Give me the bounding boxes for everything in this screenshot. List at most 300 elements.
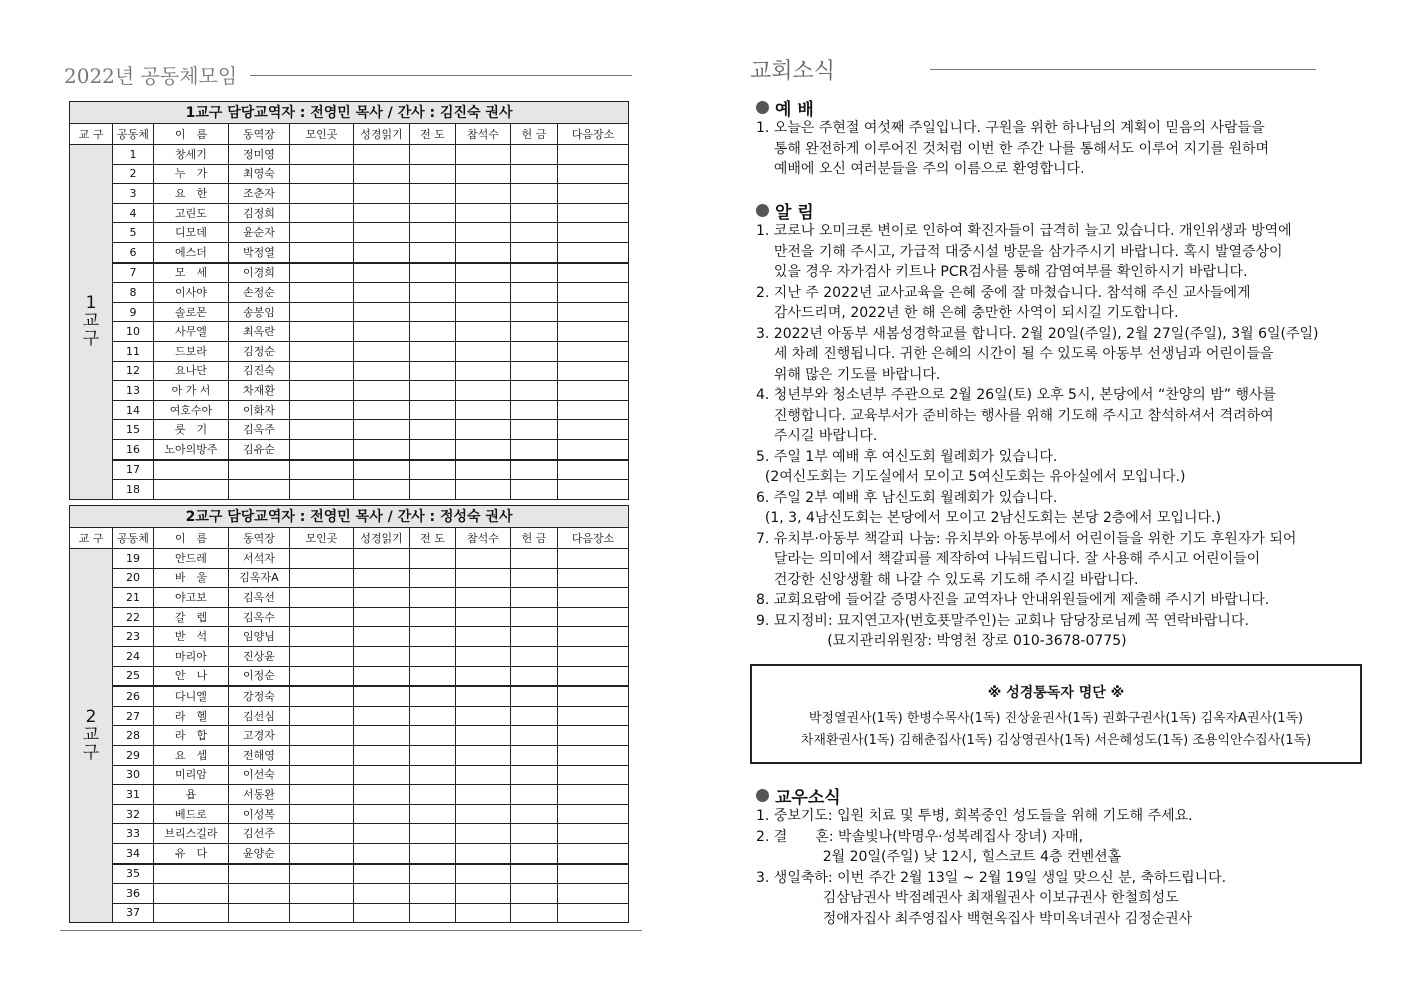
empty-cell xyxy=(354,627,410,647)
group-leader: 김진숙 xyxy=(229,361,290,381)
table-row xyxy=(70,804,629,824)
title-rule-right xyxy=(930,69,1316,70)
empty-cell xyxy=(354,864,410,884)
empty-cell xyxy=(511,646,558,666)
group-number: 13 xyxy=(113,381,154,401)
empty-cell xyxy=(456,381,511,401)
group-leader: 차재환 xyxy=(229,381,290,401)
table-row xyxy=(70,263,629,283)
group-number: 15 xyxy=(113,420,154,440)
table-row xyxy=(70,568,629,588)
group-name: 이사야 xyxy=(154,283,229,303)
group-number: 25 xyxy=(113,666,154,686)
empty-cell xyxy=(290,864,354,884)
empty-cell xyxy=(558,420,629,440)
group-leader: 이정순 xyxy=(229,666,290,686)
empty-cell xyxy=(354,903,410,923)
empty-cell xyxy=(290,341,354,361)
column-header: 참석수 xyxy=(456,124,511,145)
empty-cell xyxy=(558,686,629,706)
group-number: 1 xyxy=(113,145,154,165)
group-number: 7 xyxy=(113,263,154,283)
group-leader xyxy=(229,480,290,500)
district-label: 1 교 구 xyxy=(70,145,113,500)
table-row xyxy=(70,646,629,666)
empty-cell xyxy=(354,843,410,863)
empty-cell xyxy=(290,884,354,904)
empty-cell xyxy=(558,400,629,420)
group-number: 35 xyxy=(113,864,154,884)
group-leader: 김선주 xyxy=(229,824,290,844)
empty-cell xyxy=(354,145,410,165)
empty-cell xyxy=(456,145,511,165)
left-page-title: 2022년 공동체모임 xyxy=(64,64,238,88)
members-list xyxy=(756,806,1356,929)
empty-cell xyxy=(558,145,629,165)
table-row xyxy=(70,381,629,401)
empty-cell xyxy=(354,460,410,480)
group-name: 사무엘 xyxy=(154,322,229,342)
empty-cell xyxy=(511,627,558,647)
empty-cell xyxy=(456,864,511,884)
empty-cell xyxy=(354,164,410,184)
group-name xyxy=(154,480,229,500)
empty-cell xyxy=(410,864,456,884)
empty-cell xyxy=(290,765,354,785)
group-leader: 송봉임 xyxy=(229,302,290,322)
members-section xyxy=(756,784,1356,929)
group-leader xyxy=(229,460,290,480)
group-leader: 조춘자 xyxy=(229,184,290,204)
empty-cell xyxy=(511,903,558,923)
empty-cell xyxy=(354,439,410,459)
empty-cell xyxy=(410,400,456,420)
table-row xyxy=(70,843,629,863)
readers-title: ※ 성경통독자 명단 ※ xyxy=(987,685,1125,701)
group-name: 안 나 xyxy=(154,666,229,686)
empty-cell xyxy=(410,884,456,904)
empty-cell xyxy=(410,439,456,459)
readers-line: 박정열권사(1독) 한병수목사(1독) 진상윤권사(1독) 권화구권사(1독) 김옥자A권사(1독) xyxy=(808,711,1304,726)
empty-cell xyxy=(410,666,456,686)
empty-cell xyxy=(354,381,410,401)
list-item: 1. 오늘은 주현절 여섯째 주일입니다. 구원을 위한 하나님의 계획이 믿음의 사람들을 통해 완전하게 이루어진 것처럼 이번 한 주간 나를 통해서도 이루어 지기를 원하며 예배에 오신 여러분들을 주의 이름으로 환영합니다. xyxy=(756,120,1270,177)
worship-list xyxy=(756,118,1356,180)
empty-cell xyxy=(511,549,558,569)
group-number: 34 xyxy=(113,843,154,863)
empty-cell xyxy=(511,666,558,686)
empty-cell xyxy=(511,341,558,361)
group-name: 요 한 xyxy=(154,184,229,204)
group-number: 11 xyxy=(113,341,154,361)
group-name: 요 셉 xyxy=(154,745,229,765)
group-name: 갈 렙 xyxy=(154,607,229,627)
empty-cell xyxy=(290,322,354,342)
empty-cell xyxy=(511,145,558,165)
column-header-row xyxy=(70,528,629,549)
worship-heading: 예 배 xyxy=(775,99,814,120)
group-leader: 서석자 xyxy=(229,549,290,569)
column-header: 동역장 xyxy=(229,528,290,549)
empty-cell xyxy=(410,765,456,785)
group-name xyxy=(154,864,229,884)
empty-cell xyxy=(456,903,511,923)
empty-cell xyxy=(354,184,410,204)
group-number: 30 xyxy=(113,765,154,785)
group-number: 10 xyxy=(113,322,154,342)
group-name: 아 가 서 xyxy=(154,381,229,401)
empty-cell xyxy=(456,203,511,223)
bullet-icon xyxy=(756,789,769,802)
group-name: 요나단 xyxy=(154,361,229,381)
column-header: 모인곳 xyxy=(290,124,354,145)
empty-cell xyxy=(456,627,511,647)
empty-cell xyxy=(456,785,511,805)
table-row xyxy=(70,400,629,420)
empty-cell xyxy=(456,361,511,381)
empty-cell xyxy=(456,686,511,706)
empty-cell xyxy=(511,223,558,243)
empty-cell xyxy=(290,302,354,322)
empty-cell xyxy=(511,322,558,342)
bottom-rule xyxy=(60,930,642,931)
empty-cell xyxy=(558,283,629,303)
table-row xyxy=(70,549,629,569)
table-row xyxy=(70,203,629,223)
empty-cell xyxy=(511,460,558,480)
empty-cell xyxy=(290,666,354,686)
column-header: 전 도 xyxy=(410,124,456,145)
group-name: 바 울 xyxy=(154,568,229,588)
empty-cell xyxy=(558,184,629,204)
empty-cell xyxy=(354,804,410,824)
empty-cell xyxy=(290,607,354,627)
column-header: 공동체 xyxy=(113,124,154,145)
empty-cell xyxy=(354,263,410,283)
group-number: 19 xyxy=(113,549,154,569)
empty-cell xyxy=(558,607,629,627)
column-header: 다음장소 xyxy=(558,528,629,549)
empty-cell xyxy=(558,864,629,884)
empty-cell xyxy=(558,480,629,500)
empty-cell xyxy=(511,706,558,726)
empty-cell xyxy=(410,745,456,765)
empty-cell xyxy=(354,322,410,342)
empty-cell xyxy=(354,588,410,608)
empty-cell xyxy=(290,184,354,204)
empty-cell xyxy=(354,223,410,243)
notices-heading: 알 림 xyxy=(775,202,814,223)
empty-cell xyxy=(511,184,558,204)
empty-cell xyxy=(558,824,629,844)
group-leader: 진상윤 xyxy=(229,646,290,666)
empty-cell xyxy=(558,666,629,686)
empty-cell xyxy=(290,439,354,459)
empty-cell xyxy=(511,568,558,588)
group-leader: 서동완 xyxy=(229,785,290,805)
column-header-row xyxy=(70,124,629,145)
empty-cell xyxy=(456,302,511,322)
empty-cell xyxy=(410,283,456,303)
group-leader: 전해영 xyxy=(229,745,290,765)
list-item: 1. 중보기도: 입원 치료 및 투병, 회복중인 성도들을 위해 기도해 주세요. xyxy=(756,808,1193,824)
table-row xyxy=(70,420,629,440)
table-row xyxy=(70,439,629,459)
empty-cell xyxy=(410,223,456,243)
empty-cell xyxy=(354,242,410,262)
group-number: 24 xyxy=(113,646,154,666)
worship-section xyxy=(756,96,1356,180)
empty-cell xyxy=(558,627,629,647)
column-header: 이 름 xyxy=(154,124,229,145)
empty-cell xyxy=(456,460,511,480)
column-header: 참석수 xyxy=(456,528,511,549)
list-item: 3. 생일축하: 이번 주간 2월 13일 ~ 2월 19일 생일 맞으신 분, 축하드립니다. 김삼남권사 박점례권사 최재월권사 이보규권사 한철희성도 정애자집사 최주영집사 백현옥집사 박미옥녀권사 김정순권사 xyxy=(756,869,1227,927)
list-item: 1. 코로나 오미크론 변이로 인하여 확진자들이 급격히 늘고 있습니다. 개인위생과 방역에 만전을 기해 주시고, 가급적 대중시설 방문을 삼가주시기 바랍니다. 혹시 발열증상이 있을 경우 자가검사 키트나 PCR검사를 통해 감염여부를 확인하시기 바랍니다. xyxy=(756,223,1292,280)
table-row xyxy=(70,302,629,322)
empty-cell xyxy=(354,785,410,805)
empty-cell xyxy=(354,361,410,381)
group-leader: 임양님 xyxy=(229,627,290,647)
empty-cell xyxy=(410,607,456,627)
empty-cell xyxy=(410,824,456,844)
empty-cell xyxy=(456,824,511,844)
group-leader: 윤양순 xyxy=(229,843,290,863)
empty-cell xyxy=(354,745,410,765)
empty-cell xyxy=(456,843,511,863)
empty-cell xyxy=(290,283,354,303)
empty-cell xyxy=(511,480,558,500)
district1-table xyxy=(69,101,629,500)
empty-cell xyxy=(290,903,354,923)
empty-cell xyxy=(354,646,410,666)
group-name: 브리스길라 xyxy=(154,824,229,844)
notices-list xyxy=(756,221,1356,652)
empty-cell xyxy=(410,322,456,342)
table-row xyxy=(70,480,629,500)
empty-cell xyxy=(354,400,410,420)
empty-cell xyxy=(290,223,354,243)
table-row xyxy=(70,283,629,303)
group-name: 미리암 xyxy=(154,765,229,785)
empty-cell xyxy=(558,568,629,588)
column-header: 성경읽기 xyxy=(354,528,410,549)
empty-cell xyxy=(290,164,354,184)
empty-cell xyxy=(290,145,354,165)
empty-cell xyxy=(410,164,456,184)
empty-cell xyxy=(354,666,410,686)
list-item: 6. 주일 2부 예배 후 남신도회 월례회가 있습니다. (1, 3, 4남신도회는 본당에서 모이고 2남신도회는 본당 2층에서 모입니다.) xyxy=(756,489,1221,526)
empty-cell xyxy=(354,341,410,361)
empty-cell xyxy=(290,785,354,805)
empty-cell xyxy=(456,726,511,746)
empty-cell xyxy=(558,843,629,863)
list-item: 7. 유치부·아동부 책갈피 나눔: 유치부와 아동부에서 어린이들을 위한 기도 후원자가 되어 달라는 의미에서 책갈피를 제작하여 나눠드립니다. 잘 사용해 주시고 어린이들이 건강한 신앙생활 해 나갈 수 있도록 기도해 주시길 바랍니다. xyxy=(756,530,1297,588)
empty-cell xyxy=(290,480,354,500)
group-number: 36 xyxy=(113,884,154,904)
list-item: 8. 교회요람에 들어갈 증명사진을 교역자나 안내위원들에게 제출해 주시기 바랍니다. xyxy=(756,592,1270,608)
empty-cell xyxy=(558,381,629,401)
empty-cell xyxy=(456,765,511,785)
empty-cell xyxy=(354,884,410,904)
empty-cell xyxy=(511,745,558,765)
empty-cell xyxy=(290,706,354,726)
empty-cell xyxy=(558,903,629,923)
empty-cell xyxy=(410,627,456,647)
empty-cell xyxy=(511,381,558,401)
table-row xyxy=(70,824,629,844)
group-number: 8 xyxy=(113,283,154,303)
group-number: 3 xyxy=(113,184,154,204)
empty-cell xyxy=(558,785,629,805)
empty-cell xyxy=(558,884,629,904)
group-name: 모 세 xyxy=(154,263,229,283)
empty-cell xyxy=(511,242,558,262)
group-number: 9 xyxy=(113,302,154,322)
empty-cell xyxy=(410,804,456,824)
column-header: 모인곳 xyxy=(290,528,354,549)
list-item: 3. 2022년 아동부 새봄성경학교를 합니다. 2월 20일(주일), 2월 27일(주일), 3월 6일(주일) 세 차례 진행됩니다. 귀한 은혜의 시간이 될 수 있도록 아동부 선생님과 어린이들을 위해 많은 기도를 바랍니다. xyxy=(756,325,1319,383)
district-header-row xyxy=(70,102,629,124)
empty-cell xyxy=(410,341,456,361)
group-number: 22 xyxy=(113,607,154,627)
group-number: 29 xyxy=(113,745,154,765)
empty-cell xyxy=(511,203,558,223)
group-number: 5 xyxy=(113,223,154,243)
empty-cell xyxy=(558,726,629,746)
empty-cell xyxy=(511,361,558,381)
empty-cell xyxy=(290,627,354,647)
empty-cell xyxy=(410,145,456,165)
empty-cell xyxy=(410,568,456,588)
table-row xyxy=(70,686,629,706)
empty-cell xyxy=(410,361,456,381)
table-row xyxy=(70,745,629,765)
empty-cell xyxy=(410,903,456,923)
empty-cell xyxy=(410,686,456,706)
empty-cell xyxy=(456,745,511,765)
empty-cell xyxy=(290,203,354,223)
group-number: 2 xyxy=(113,164,154,184)
empty-cell xyxy=(456,341,511,361)
empty-cell xyxy=(558,263,629,283)
empty-cell xyxy=(290,361,354,381)
district-header-row xyxy=(70,506,629,528)
empty-cell xyxy=(456,223,511,243)
empty-cell xyxy=(511,686,558,706)
empty-cell xyxy=(410,726,456,746)
table-row xyxy=(70,322,629,342)
column-header: 다음장소 xyxy=(558,124,629,145)
table-row xyxy=(70,666,629,686)
empty-cell xyxy=(354,726,410,746)
group-number: 4 xyxy=(113,203,154,223)
group-leader: 김유순 xyxy=(229,439,290,459)
group-name: 라 합 xyxy=(154,726,229,746)
readers-line: 차재환권사(1독) 김해춘집사(1독) 김상영권사(1독) 서은혜성도(1독) 조용익안수집사(1독) xyxy=(800,733,1312,748)
empty-cell xyxy=(558,302,629,322)
empty-cell xyxy=(354,302,410,322)
empty-cell xyxy=(410,420,456,440)
table-row xyxy=(70,588,629,608)
column-header: 교 구 xyxy=(70,528,113,549)
group-leader: 김옥선 xyxy=(229,588,290,608)
group-leader: 이성복 xyxy=(229,804,290,824)
group-leader: 김옥주 xyxy=(229,420,290,440)
column-header: 교 구 xyxy=(70,124,113,145)
group-name xyxy=(154,884,229,904)
list-item: 5. 주일 1부 예배 후 여신도회 월례회가 있습니다. (2여신도회는 기도실에서 모이고 5여신도회는 유아실에서 모입니다.) xyxy=(756,448,1186,485)
empty-cell xyxy=(511,164,558,184)
column-header: 헌 금 xyxy=(511,528,558,549)
group-leader: 이화자 xyxy=(229,400,290,420)
column-header: 전 도 xyxy=(410,528,456,549)
group-name xyxy=(154,460,229,480)
empty-cell xyxy=(410,184,456,204)
empty-cell xyxy=(354,568,410,588)
group-leader xyxy=(229,864,290,884)
empty-cell xyxy=(511,804,558,824)
empty-cell xyxy=(511,726,558,746)
list-item: 2. 결 혼: 박솔빛나(박명우·성복례집사 장녀) 자매, 2월 20일(주일) 낮 12시, 힐스코트 4층 컨벤션홀 xyxy=(756,828,1122,865)
empty-cell xyxy=(511,263,558,283)
group-name: 룻 기 xyxy=(154,420,229,440)
empty-cell xyxy=(558,242,629,262)
empty-cell xyxy=(511,420,558,440)
empty-cell xyxy=(558,223,629,243)
empty-cell xyxy=(456,804,511,824)
empty-cell xyxy=(410,785,456,805)
group-number: 20 xyxy=(113,568,154,588)
group-name: 베드로 xyxy=(154,804,229,824)
empty-cell xyxy=(456,242,511,262)
empty-cell xyxy=(511,439,558,459)
group-leader: 정미영 xyxy=(229,145,290,165)
table-row xyxy=(70,341,629,361)
group-name: 라 헬 xyxy=(154,706,229,726)
empty-cell xyxy=(511,588,558,608)
table-row xyxy=(70,706,629,726)
group-name: 욥 xyxy=(154,785,229,805)
table-row xyxy=(70,864,629,884)
empty-cell xyxy=(290,549,354,569)
group-leader: 윤순자 xyxy=(229,223,290,243)
group-number: 32 xyxy=(113,804,154,824)
group-name: 야고보 xyxy=(154,588,229,608)
empty-cell xyxy=(290,588,354,608)
empty-cell xyxy=(558,804,629,824)
empty-cell xyxy=(410,263,456,283)
group-leader: 이선숙 xyxy=(229,765,290,785)
group-name: 여호수아 xyxy=(154,400,229,420)
empty-cell xyxy=(354,203,410,223)
empty-cell xyxy=(290,726,354,746)
empty-cell xyxy=(511,765,558,785)
empty-cell xyxy=(456,263,511,283)
district-label: 2 교 구 xyxy=(70,549,113,923)
empty-cell xyxy=(290,381,354,401)
empty-cell xyxy=(558,322,629,342)
group-number: 27 xyxy=(113,706,154,726)
empty-cell xyxy=(290,420,354,440)
empty-cell xyxy=(410,646,456,666)
group-number: 6 xyxy=(113,242,154,262)
column-header: 공동체 xyxy=(113,528,154,549)
empty-cell xyxy=(456,884,511,904)
table-row xyxy=(70,223,629,243)
empty-cell xyxy=(290,824,354,844)
empty-cell xyxy=(456,322,511,342)
